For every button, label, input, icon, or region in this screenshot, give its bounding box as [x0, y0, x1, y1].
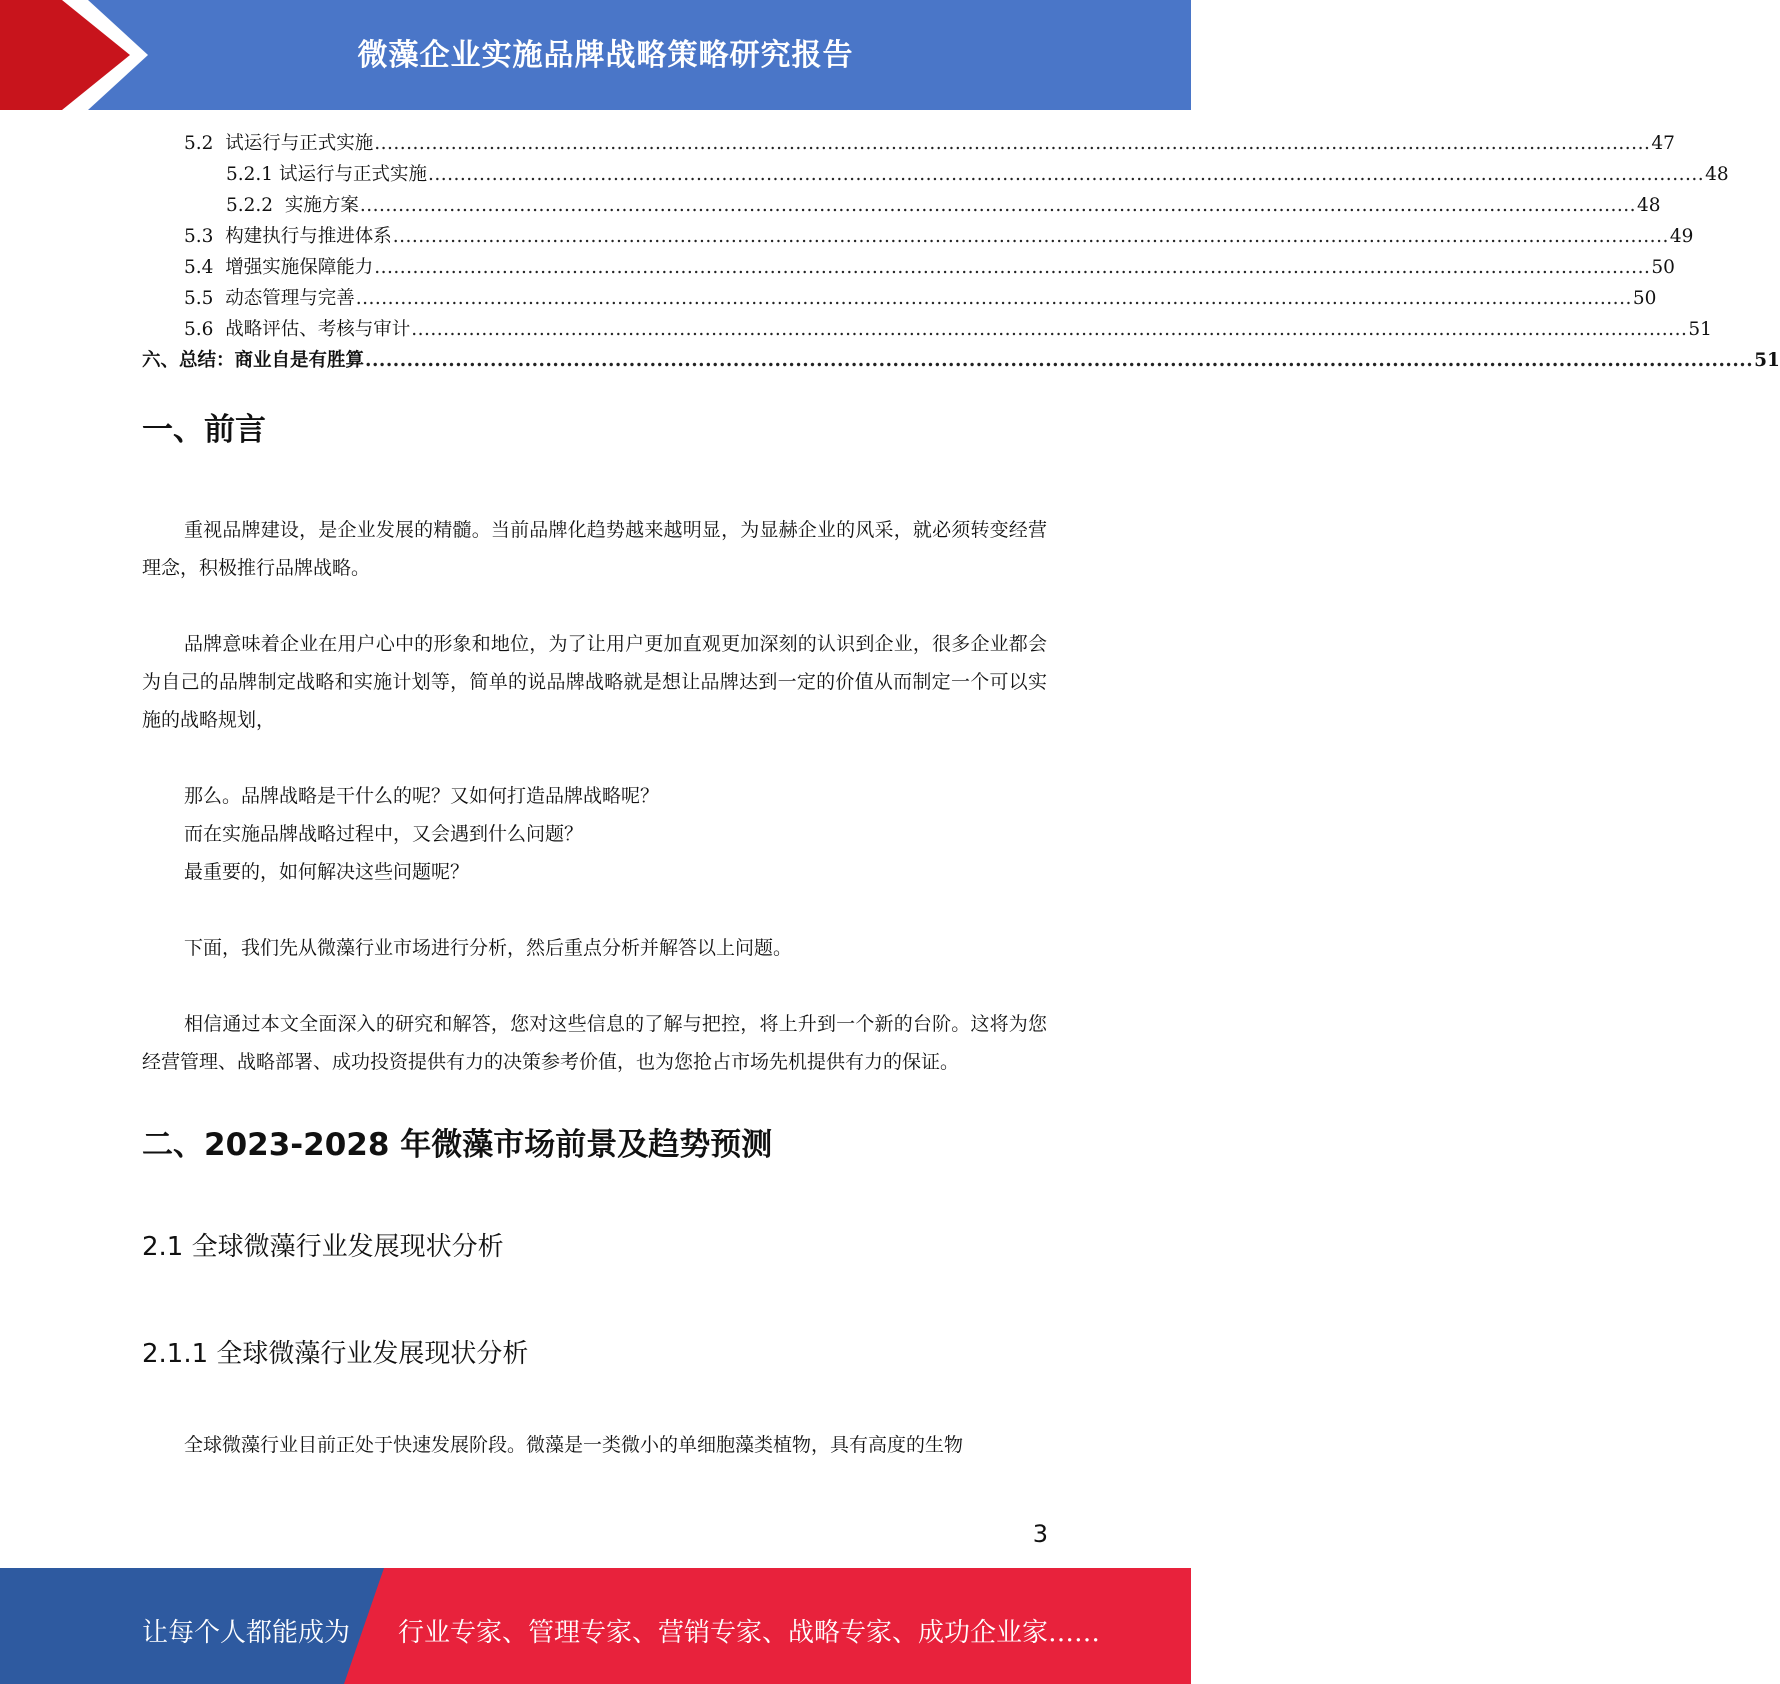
- toc-entry[interactable]: [142, 159, 1729, 190]
- paragraph: 下面，我们先从微藻行业市场进行分析，然后重点分析并解答以上问题。: [184, 937, 793, 960]
- paragraph: 品牌意味着企业在用户心中的形象和地位，为了让用户更加直观更加深刻的认识到企业，很多企业都会为自己的品牌制定战略和实施计划等，简单的说品牌战略就是想让品牌达到一定的价值从而制定一个可以实施的战略规划，: [142, 633, 1047, 732]
- toc-label: 六、总结：商业自是有胜算: [142, 350, 365, 371]
- document-body: [142, 412, 1047, 1464]
- toc-page-number: 48: [1636, 195, 1661, 216]
- toc-page-number: 48: [1705, 164, 1729, 185]
- toc-leader-dots: ........................................................................................................................................................................................................: [392, 226, 1669, 247]
- table-of-contents: [142, 128, 1780, 376]
- toc-number: 5.5: [184, 288, 226, 309]
- footer-slogan-lead: 让每个人都能成为: [142, 1618, 351, 1648]
- toc-label: 实施方案: [284, 195, 359, 216]
- page-header: [0, 0, 1191, 110]
- toc-entry[interactable]: [142, 252, 1675, 283]
- page-footer: [0, 1568, 1191, 1684]
- toc-number: 5.2.2: [226, 195, 285, 216]
- toc-number: 5.3: [184, 226, 226, 247]
- toc-leader-dots: ........................................................................................................................................................................................................: [359, 195, 1636, 216]
- toc-entry[interactable]: [142, 128, 1675, 159]
- section-heading: 一、前言: [142, 412, 266, 448]
- section-heading: 二、2023-2028 年微藻市场前景及趋势预测: [142, 1127, 773, 1164]
- toc-label: 试运行与正式实施: [225, 133, 374, 154]
- toc-leader-dots: ........................................................................................................................................................................................................: [374, 257, 1651, 278]
- toc-entry[interactable]: [142, 283, 1657, 314]
- toc-leader-dots: ........................................................................................................................................................................................................: [374, 133, 1651, 154]
- subsection-heading: 2.1 全球微藻行业发展现状分析: [142, 1232, 504, 1263]
- toc-label: 构建执行与推进体系: [225, 226, 392, 247]
- paragraph: 全球微藻行业目前正处于快速发展阶段。微藻是一类微小的单细胞藻类植物，具有高度的生物: [184, 1434, 964, 1457]
- toc-leader-dots: ........................................................................................................................................................................................................: [411, 319, 1688, 340]
- toc-entry[interactable]: [142, 190, 1661, 221]
- toc-label: 试运行与正式实施: [278, 164, 427, 185]
- toc-page-number: 47: [1651, 133, 1675, 154]
- subsubsection-heading: 2.1.1 全球微藻行业发展现状分析: [142, 1339, 529, 1370]
- report-title: 微藻企业实施品牌战略策略研究报告: [357, 38, 854, 73]
- footer-slogan-roles: 行业专家、管理专家、营销专家、战略专家、成功企业家……: [398, 1618, 1101, 1648]
- toc-number: 5.6: [184, 319, 226, 340]
- page-number: 3: [1032, 1520, 1048, 1548]
- toc-label: 增强实施保障能力: [225, 257, 374, 278]
- toc-number: 5.2.1: [226, 164, 279, 185]
- toc-entry[interactable]: [142, 314, 1712, 345]
- toc-leader-dots: ........................................................................................................................................................................................................: [355, 288, 1632, 309]
- paragraph: 相信通过本文全面深入的研究和解答，您对这些信息的了解与把控，将上升到一个新的台阶。这将为您经营管理、战略部署、成功投资提供有力的决策参考价值，也为您抢占市场先机提供有力的保证。: [142, 1013, 1047, 1074]
- toc-page-number: 49: [1669, 226, 1694, 247]
- toc-label: 战略评估、考核与审计: [225, 319, 411, 340]
- toc-label: 动态管理与完善: [225, 288, 355, 309]
- toc-page-number: 50: [1651, 257, 1675, 278]
- question-line: 最重要的，如何解决这些问题呢？: [184, 861, 470, 884]
- paragraph: 重视品牌建设，是企业发展的精髓。当前品牌化趋势越来越明显，为显赫企业的风采，就必须转变经营理念，积极推行品牌战略。: [142, 519, 1047, 580]
- toc-number: 5.2: [184, 133, 226, 154]
- toc-page-number: 51: [1754, 350, 1780, 371]
- question-line: 那么。品牌战略是干什么的呢？又如何打造品牌战略呢？: [184, 785, 660, 808]
- toc-page-number: 50: [1632, 288, 1657, 309]
- toc-entry[interactable]: [142, 345, 1780, 376]
- toc-number: 5.4: [184, 257, 226, 278]
- toc-page-number: 51: [1688, 319, 1712, 340]
- question-line: 而在实施品牌战略过程中，又会遇到什么问题？: [184, 823, 584, 846]
- toc-entry[interactable]: [142, 221, 1694, 252]
- toc-leader-dots: ........................................................................................................................................................................................................: [427, 164, 1705, 185]
- toc-leader-dots: ........................................................................................................................................................................................................: [365, 350, 1754, 371]
